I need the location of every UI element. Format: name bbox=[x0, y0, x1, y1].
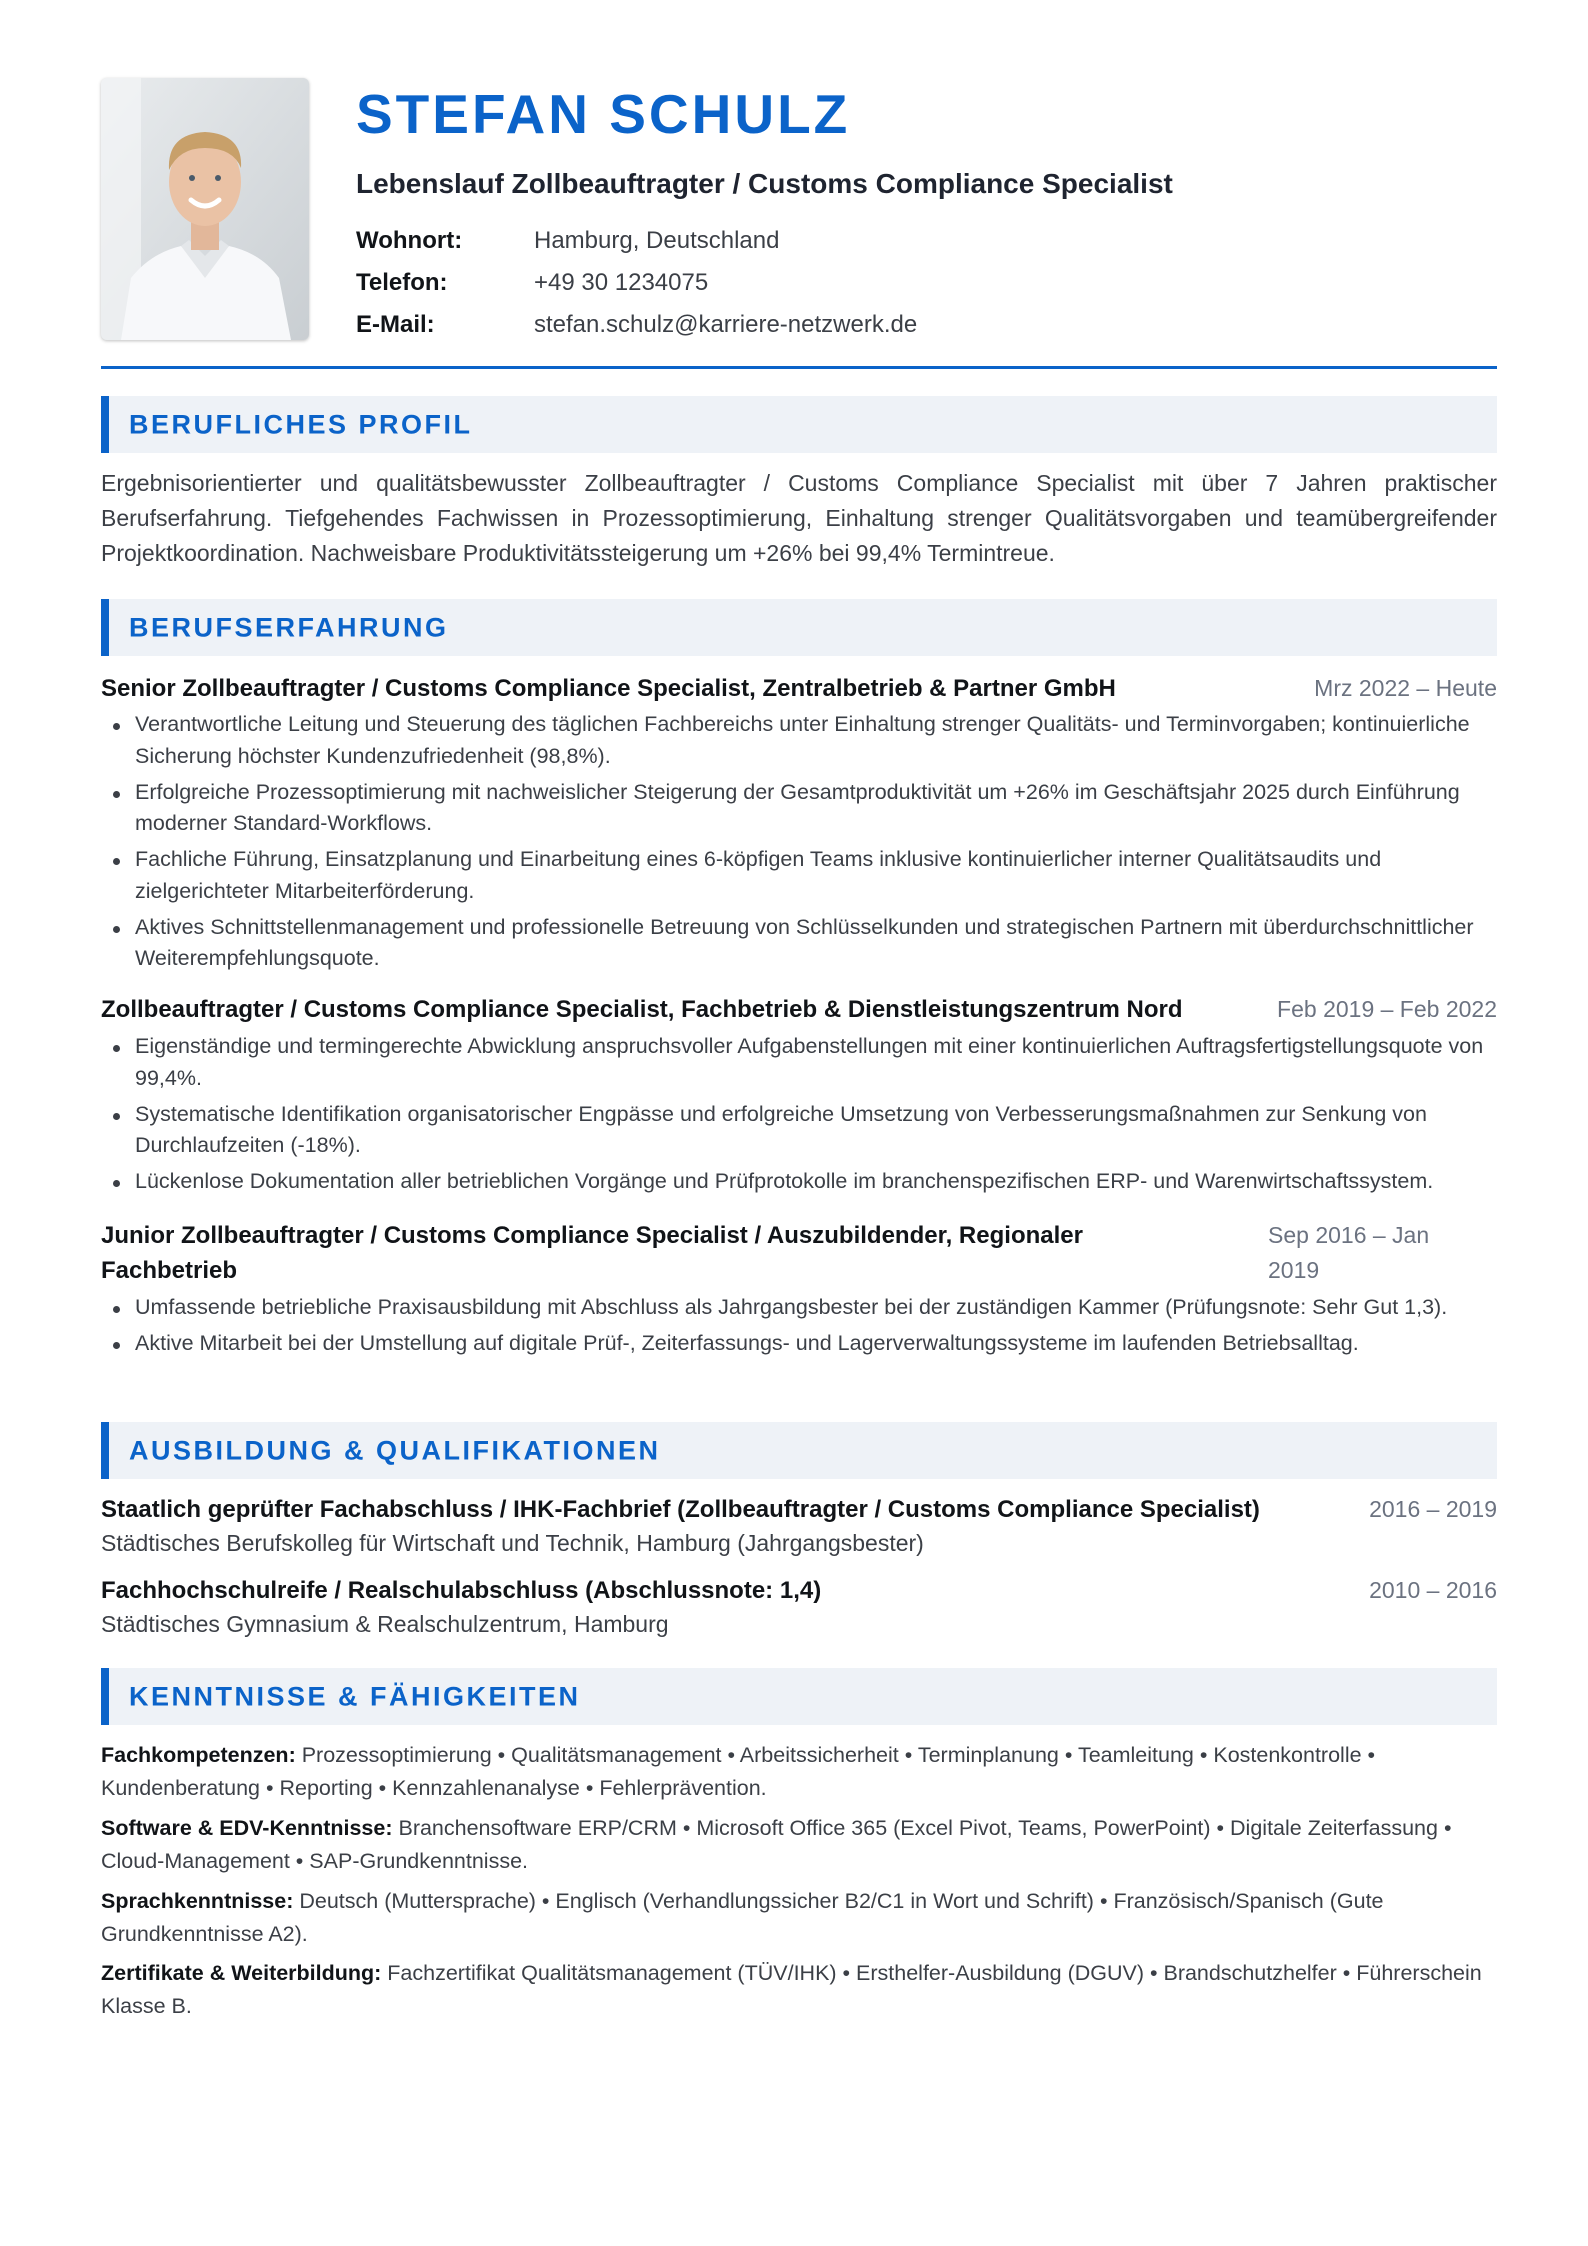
list-item: Verantwortliche Leitung und Steuerung des täglichen Fachbereichs unter Einhaltung strenger Qualitäts- und Terminvorgaben; kontinuierliche Sicherung höchster Kundenzufriedenheit (98,8%). bbox=[101, 709, 1497, 772]
job-title: Zollbeauftragter / Customs Compliance Specialist, Fachbetrieb & Dienstleistungszentrum Nord bbox=[101, 996, 1183, 1023]
section-heading-profile bbox=[101, 396, 1497, 453]
contact-value-email[interactable]: stefan.schulz@karriere-netzwerk.de bbox=[534, 311, 918, 338]
list-item: Erfolgreiche Prozessoptimierung mit nachweislicher Steigerung der Gesamtproduktivität um +26% im Geschäftsjahr 2025 durch Einführung moderner Standard-Workflows. bbox=[101, 777, 1497, 840]
profile-photo bbox=[101, 78, 309, 340]
resume-header bbox=[101, 78, 1497, 368]
skill-label: Sprachkenntnisse: bbox=[101, 1889, 294, 1913]
section-heading-label: KENNTNISSE & FÄHIGKEITEN bbox=[129, 1681, 581, 1711]
education-title: Fachhochschulreife / Realschulabschluss (Abschlussnote: 1,4) bbox=[101, 1577, 822, 1604]
skill-group-software bbox=[101, 1812, 1497, 1878]
job-bullet-list bbox=[101, 1031, 1497, 1202]
job-bullet-list bbox=[101, 709, 1497, 979]
contact-label: E-Mail: bbox=[356, 311, 435, 338]
job-date: Sep 2016 – Jan 2019 bbox=[1268, 1222, 1430, 1283]
list-item: Umfassende betriebliche Praxisausbildung mit Abschluss als Jahrgangsbester bei der zuständigen Kammer (Prüfungsnote: Sehr Gut 1,3). bbox=[101, 1292, 1497, 1324]
job-title: Junior Zollbeauftragter / Customs Compliance Specialist / Auszubildender, Regionaler Fachbetrieb bbox=[101, 1222, 1083, 1284]
job-date: Mrz 2022 – Heute bbox=[1314, 675, 1497, 701]
list-item: Eigenständige und termingerechte Abwicklung anspruchsvoller Aufgabenstellungen mit einer kontinuierlichen Auftragsfertigstellungsquote von 99,4%. bbox=[101, 1031, 1497, 1094]
contact-list bbox=[356, 220, 1256, 346]
skill-text: Prozessoptimierung • Qualitätsmanagement • Arbeitssicherheit • Terminplanung • Teamleitung • Kostenkontrolle • Kundenberatung • Reporting • Kennzahlenanalyse • Fehlerprävention. bbox=[101, 1743, 1376, 1800]
skill-text: Fachzertifikat Qualitätsmanagement (TÜV/IHK) • Ersthelfer-Ausbildung (DGUV) • Brandschutzhelfer • Führerschein Klasse B. bbox=[101, 1961, 1482, 2018]
skill-text: Deutsch (Muttersprache) • Englisch (Verhandlungssicher B2/C1 in Wort und Schrift) • Französisch/Spanisch (Gute Grundkenntnisse A2). bbox=[101, 1889, 1384, 1946]
section-heading-education bbox=[101, 1422, 1497, 1479]
contact-row-email bbox=[356, 304, 1256, 346]
section-heading-label: BERUFLICHES PROFIL bbox=[129, 409, 473, 439]
education-date: 2010 – 2016 bbox=[1369, 1577, 1497, 1603]
section-heading-skills bbox=[101, 1668, 1497, 1725]
education-school: Städtisches Berufskolleg für Wirtschaft und Technik, Hamburg (Jahrgangsbester) bbox=[101, 1530, 924, 1556]
resume-subtitle: Lebenslauf Zollbeauftragter / Customs Compliance Specialist bbox=[356, 168, 1173, 199]
contact-value-phone[interactable]: +49 30 1234075 bbox=[534, 269, 709, 296]
list-item: Fachliche Führung, Einsatzplanung und Einarbeitung eines 6-köpfigen Teams inklusive kontinuierlicher interner Qualitätsaudits und zielgerichteter Mitarbeiterförderung. bbox=[101, 844, 1497, 907]
contact-value-residence: Hamburg, Deutschland bbox=[534, 227, 780, 254]
education-school: Städtisches Gymnasium & Realschulzentrum, Hamburg bbox=[101, 1611, 669, 1637]
list-item: Lückenlose Dokumentation aller betrieblichen Vorgänge und Prüfprotokolle im branchenspezifischen ERP- und Warenwirtschaftssystem. bbox=[101, 1166, 1497, 1198]
skill-label: Zertifikate & Weiterbildung: bbox=[101, 1961, 382, 1985]
contact-row-phone bbox=[356, 262, 1256, 304]
skill-label: Fachkompetenzen: bbox=[101, 1743, 296, 1767]
section-heading-label: AUSBILDUNG & QUALIFIKATIONEN bbox=[129, 1435, 661, 1465]
education-title: Staatlich geprüfter Fachabschluss / IHK-Fachbrief (Zollbeauftragter / Customs Compliance Specialist) bbox=[101, 1496, 1260, 1523]
header-divider bbox=[101, 366, 1497, 369]
skill-text: Branchensoftware ERP/CRM • Microsoft Office 365 (Excel Pivot, Teams, PowerPoint) • Digitale Zeiterfassung • Cloud-Management • SAP-Grundkenntnisse. bbox=[101, 1816, 1452, 1873]
full-name: STEFAN SCHULZ bbox=[356, 83, 851, 145]
job-bullet-list bbox=[101, 1292, 1497, 1364]
list-item: Systematische Identifikation organisatorischer Engpässe und erfolgreiche Umsetzung von Verbesserungsmaßnahmen zur Senkung von Durchlaufzeiten (-18%). bbox=[101, 1099, 1497, 1162]
section-heading-experience bbox=[101, 599, 1497, 656]
skill-group-certificates bbox=[101, 1957, 1497, 2023]
section-heading-label: BERUFSERFAHRUNG bbox=[129, 612, 449, 642]
contact-label: Wohnort: bbox=[356, 227, 463, 254]
job-title: Senior Zollbeauftragter / Customs Compliance Specialist, Zentralbetrieb & Partner GmbH bbox=[101, 675, 1116, 702]
contact-row-residence bbox=[356, 220, 1256, 262]
job-date: Feb 2019 – Feb 2022 bbox=[1277, 996, 1497, 1022]
contact-label: Telefon: bbox=[356, 269, 448, 296]
education-date: 2016 – 2019 bbox=[1369, 1496, 1497, 1522]
list-item: Aktive Mitarbeit bei der Umstellung auf digitale Prüf-, Zeiterfassungs- und Lagerverwaltungssysteme im laufenden Betriebsalltag. bbox=[101, 1328, 1497, 1360]
profile-text: Ergebnisorientierter und qualitätsbewusster Zollbeauftragter / Customs Compliance Specialist mit über 7 Jahren praktischer Berufserfahrung. Tiefgehendes Fachwissen in Prozessoptimierung, Einhaltung strenger Qualitätsvorgaben und teamübergreifender Projektkoordination. Nachweisbare Produktivitätssteigerung um +26% bei 99,4% Termintreue. bbox=[101, 470, 1497, 566]
list-item: Aktives Schnittstellenmanagement und professionelle Betreuung von Schlüsselkunden und strategischen Partnern mit überdurchschnittlicher Weiterempfehlungsquote. bbox=[101, 912, 1497, 975]
skill-label: Software & EDV-Kenntnisse: bbox=[101, 1816, 393, 1840]
skill-group-expertise bbox=[101, 1739, 1497, 1805]
skill-group-languages bbox=[101, 1885, 1497, 1951]
